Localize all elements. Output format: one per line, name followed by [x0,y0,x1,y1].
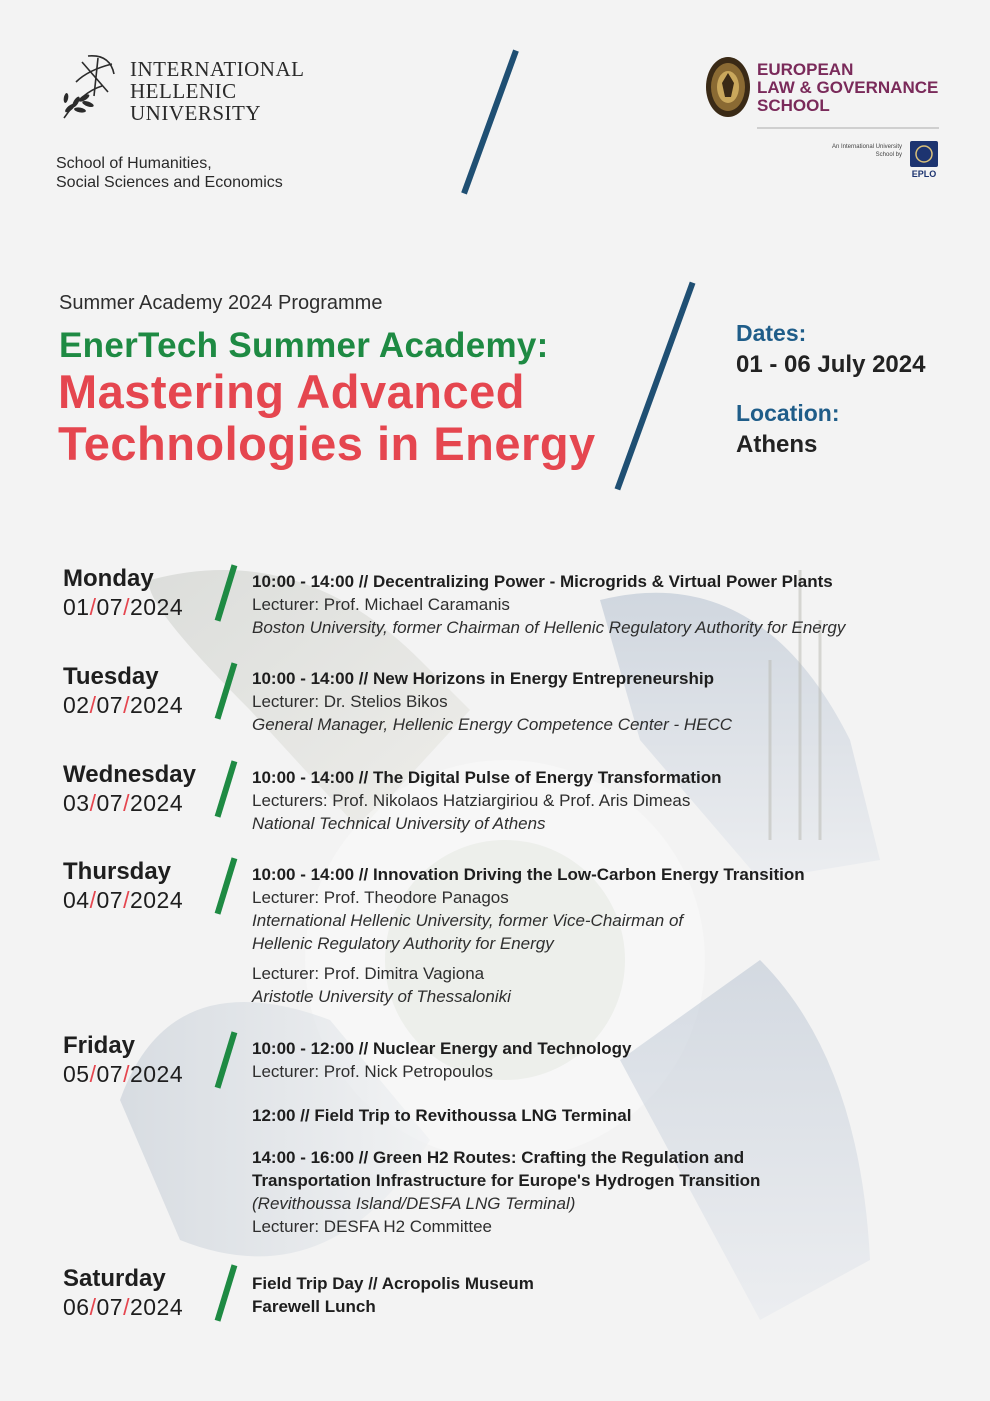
session-affiliation: Boston University, former Chairman of Hellenic Regulatory Authority for Energy [252,618,846,637]
dates-value: 01 - 06 July 2024 [736,351,926,378]
day-date: 06/07/2024 [63,1294,184,1320]
day-name: Wednesday [63,761,196,788]
session-lecturer: Lecturer: Prof. Michael Caramanis [252,595,510,614]
eplo-logo [910,141,938,185]
day-saturday [63,1265,183,1321]
elgs-school-name [757,61,938,115]
subtitle-line: Mastering Advanced [58,365,525,418]
session-monday [252,570,845,639]
session-tuesday [252,667,732,736]
dates-label: Dates: [736,320,807,346]
location-value: Athens [736,431,818,458]
session-head: 10:00 - 14:00 // Innovation Driving the Low-Carbon Energy Transition [252,865,805,884]
day-friday [63,1032,183,1088]
ihu-school-line: Social Sciences and Economics [56,174,283,191]
day-name: Thursday [63,858,172,885]
day-monday [63,565,183,621]
ihu-school-line: School of Humanities, [56,155,212,172]
day-date: 05/07/2024 [63,1061,184,1087]
session-head: Transportation Infrastructure for Europe's Hydrogen Transition [252,1171,761,1190]
session-lecturer: Lecturer: Prof. Theodore Panagos [252,888,509,907]
session-head: 10:00 - 14:00 // Decentralizing Power - Microgrids & Virtual Power Plants [252,572,833,591]
day-date: 01/07/2024 [63,594,184,620]
academy-title: EnerTech Summer Academy: [59,326,549,365]
day-name: Friday [63,1032,136,1059]
session-thursday-second-lecturer [252,962,511,1008]
subtitle-line: Technologies in Energy [58,417,596,470]
location-label: Location: [736,400,840,426]
session-saturday [252,1272,534,1318]
session-head: 10:00 - 14:00 // New Horizons in Energy Entrepreneurship [252,669,714,688]
eplo-label: EPLO [911,169,937,179]
day-name: Monday [63,565,154,592]
elgs-seal-icon [704,55,752,119]
elgs-name-line: LAW & GOVERNANCE [757,78,939,97]
day-name: Saturday [63,1265,166,1292]
session-head: 10:00 - 14:00 // The Digital Pulse of Energy Transformation [252,768,722,787]
session-friday-field-trip [252,1104,631,1127]
ihu-school-name [56,154,283,192]
session-lecturer: Lecturer: Prof. Dimitra Vagiona [252,964,485,983]
session-wednesday [252,766,722,835]
day-date: 04/07/2024 [63,887,184,913]
day-tuesday [63,663,183,719]
session-head: 12:00 // Field Trip to Revithoussa LNG Terminal [252,1106,632,1125]
session-friday-h2 [252,1146,760,1238]
day-thursday [63,858,183,914]
session-affiliation: (Revithoussa Island/DESFA LNG Terminal) [252,1194,576,1213]
ihu-name-line: HELLENIC [130,79,237,103]
divider-slash [461,50,519,195]
eplo-emblem-icon [910,141,938,167]
elgs-name-line: EUROPEAN [757,60,854,79]
academy-subtitle [58,366,596,470]
day-name: Tuesday [63,663,159,690]
session-lecturer: Lecturer: Dr. Stelios Bikos [252,692,448,711]
session-affiliation: Aristotle University of Thessaloniki [252,987,511,1006]
session-lecturer: Lecturer: DESFA H2 Committee [252,1217,492,1236]
eplo-note: An International University School by [831,144,902,158]
session-lecturer: Lecturers: Prof. Nikolaos Hatziargiriou & Prof. Aris Dimeas [252,791,691,810]
session-thursday [252,863,805,955]
divider-slash [615,282,696,491]
session-affiliation: Hellenic Regulatory Authority for Energy [252,934,554,953]
ihu-olive-branch-icon [58,52,124,122]
elgs-name-line: SCHOOL [757,96,830,115]
ihu-university-name [130,58,304,124]
session-affiliation: National Technical University of Athens [252,814,546,833]
elgs-underline [757,127,939,129]
session-friday-nuclear [252,1037,631,1083]
session-lecturer: Lecturer: Prof. Nick Petropoulos [252,1062,493,1081]
session-subline: Farewell Lunch [252,1297,376,1316]
day-date: 02/07/2024 [63,692,184,718]
session-head: 14:00 - 16:00 // Green H2 Routes: Crafting the Regulation and [252,1148,745,1167]
ihu-name-line: UNIVERSITY [130,101,261,125]
session-affiliation: International Hellenic University, former Vice-Chairman of [252,911,684,930]
programme-label: Summer Academy 2024 Programme [59,292,383,314]
day-wednesday [63,761,196,817]
day-date: 03/07/2024 [63,790,184,816]
session-head: Field Trip Day // Acropolis Museum [252,1274,534,1293]
session-head: 10:00 - 12:00 // Nuclear Energy and Technology [252,1039,632,1058]
ihu-name-line: INTERNATIONAL [130,57,305,81]
session-affiliation: General Manager, Hellenic Energy Competence Center - HECC [252,715,733,734]
